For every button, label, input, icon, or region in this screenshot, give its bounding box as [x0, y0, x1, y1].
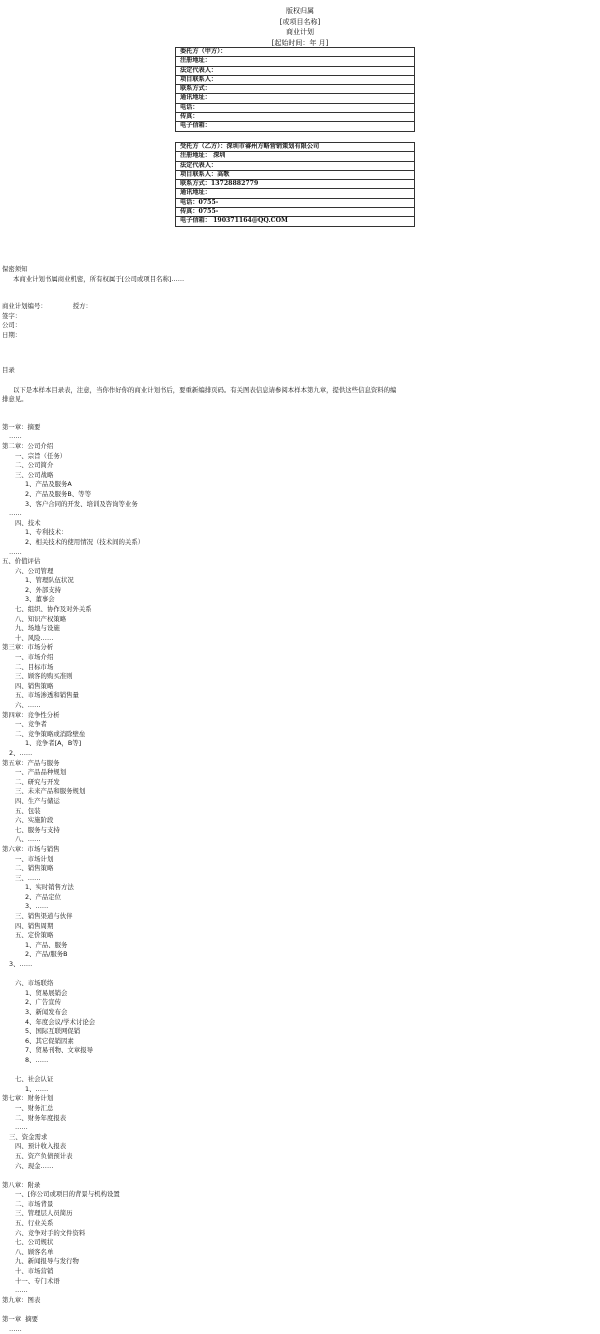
toc-line [2, 1066, 598, 1076]
toc-line: 五、市场渗透和销售量 [15, 691, 79, 700]
toc-line: 二、财务年度报表 [15, 1113, 67, 1122]
table-row [176, 48, 415, 57]
toc-title: 目录 [2, 366, 15, 374]
toc-line: 2、产品定位 [25, 892, 62, 901]
toc-line: 1、实时销售方法 [25, 883, 74, 892]
table-cell: 项目联系人： [176, 75, 415, 84]
toc-intro: 以下是本样本目录表，注意，当你作好你的商业计划书后，要重新编排页码。有关图表信息请参阅本样本第九章，提供这些信息资料的编排意见。 [2, 385, 397, 404]
table-cell: 法定代表人： [176, 66, 415, 75]
toc-line: …… [9, 509, 22, 518]
table-cell: 电话： [176, 103, 415, 112]
toc-line: 2、广告宣传 [25, 998, 62, 1007]
table-row [176, 75, 415, 84]
table-row [176, 189, 415, 198]
toc-line: 5、国际互联网促销 [25, 1027, 81, 1036]
toc-line: 第一章：摘要 [2, 422, 41, 431]
table-row [176, 94, 415, 103]
table-cell: 联系方式： [176, 85, 415, 94]
table-row [176, 103, 415, 112]
toc-line [2, 1171, 598, 1181]
toc-line: 一、市场介绍 [15, 653, 54, 662]
table-row [176, 122, 415, 131]
signature-line [2, 302, 598, 312]
toc-line: 二、公司简介 [15, 461, 54, 470]
toc-line: 四、预计收入报表 [15, 1142, 67, 1151]
toc-list [2, 423, 598, 1334]
table-row [176, 66, 415, 75]
toc-line: 二、目标市场 [15, 662, 54, 671]
toc-line: 3、新闻发布会 [25, 1008, 68, 1016]
toc-line: 1、管理队伍状况 [25, 576, 74, 585]
confidential-text: 本商业计划书属商业机密，所有权属于[公司或项目名称]…… [13, 274, 185, 283]
company-label: 公司： [2, 321, 22, 330]
toc-line: 五、行业关系 [15, 1219, 54, 1228]
toc-line: 2、产品及服务B、等等 [25, 489, 91, 498]
toc-line: 3、客户合同的开发、培训及咨询等业务 [25, 499, 138, 508]
signature-section [2, 302, 598, 340]
toc-line: 一、财务汇总 [15, 1103, 54, 1112]
toc-line: 1、竞争者[A，B等] [25, 739, 82, 748]
toc-line: …… [9, 547, 22, 556]
toc-line: 第二章：公司介绍 [2, 441, 54, 450]
toc-line: 五、资产负债预计表 [15, 1151, 73, 1160]
header-line: 版权归属 [286, 7, 314, 15]
toc-line: 四、销售周期 [15, 921, 54, 930]
table-cell: 项目联系人：高歌 [176, 170, 415, 179]
toc-line: 一、产品品种规划 [15, 768, 67, 777]
toc-line: 8、…… [25, 1055, 49, 1064]
table-row [176, 198, 415, 207]
toc-line: 九、新闻报导与发行物 [15, 1257, 79, 1266]
toc-line: 六、市场联络 [15, 979, 54, 988]
toc-line: 三、公司战略 [15, 470, 54, 479]
party-b-table [175, 142, 415, 227]
toc-line: 四、生产与储运 [15, 796, 60, 805]
toc-line: 1、产品及服务A [25, 480, 72, 489]
toc-line: 三、销售渠道与伙伴 [15, 912, 73, 921]
toc-line: 第五章：产品与服务 [2, 758, 60, 767]
toc-line: 二、竞争策略或消除壁垒 [15, 729, 86, 738]
table-row [176, 180, 415, 189]
header-line: 商业计划 [286, 28, 314, 36]
toc-line: 4、年度会议/学术讨论会 [25, 1017, 96, 1026]
toc-line: 2、产品/服务B [25, 950, 68, 959]
toc-line: 七、服务与支持 [15, 825, 60, 834]
toc-line: 三、管理层人员简历 [15, 1209, 73, 1218]
toc-line: 四、销售策略 [15, 681, 54, 690]
toc-line: 1、…… [25, 1084, 49, 1093]
toc-line: …… [9, 1324, 22, 1333]
toc-line: 2、…… [9, 748, 33, 757]
toc-line: 三、顾客的购买准则 [15, 672, 73, 681]
toc-line: 6、其它促销因素 [25, 1036, 74, 1045]
toc-line: 五、价值评估 [2, 557, 41, 566]
toc-line: 一、市场计划 [15, 854, 54, 863]
party-a-table [175, 47, 415, 132]
toc-line: 三、未来产品和服务规划 [15, 787, 86, 796]
toc-line: 第七章：财务计划 [2, 1094, 54, 1103]
toc-line: 第六章：市场与销售 [2, 844, 60, 853]
toc-line: 第九章：图表 [2, 1295, 41, 1304]
toc-section [2, 366, 598, 1334]
table-cell: 传真： [176, 113, 415, 122]
toc-line: …… [15, 1123, 28, 1132]
table-row [176, 113, 415, 122]
toc-line: 三、资金需求 [9, 1132, 48, 1141]
toc-line: 1、产品、服务 [25, 940, 68, 949]
toc-line: 第八章：附录 [2, 1180, 41, 1189]
toc-line: 1、贸易展销会 [25, 988, 68, 997]
table-cell: 传真：0755- [176, 208, 415, 217]
toc-line: 五、定价策略 [15, 931, 54, 940]
toc-line [2, 970, 598, 980]
table-cell: 法定代表人： [176, 161, 415, 170]
toc-line: 六、…… [15, 701, 41, 709]
toc-line: 十、风险…… [15, 633, 54, 642]
toc-line: 第三章：市场分析 [2, 643, 54, 652]
table-cell: 电子信箱： 190371164@QQ.COM [176, 217, 415, 226]
toc-line: 八、知识产权策略 [15, 614, 67, 623]
table-row [176, 152, 415, 161]
toc-line: 7、贸易刊物、文章报导 [25, 1046, 93, 1055]
table-cell: 通讯地址： [176, 189, 415, 198]
toc-line: 3、…… [9, 960, 33, 969]
table-row [176, 143, 415, 152]
toc-line: 八、顾客名单 [15, 1247, 54, 1256]
table-cell: 联系方式：13728882779 [176, 180, 415, 189]
toc-line: 五、包装 [15, 806, 41, 815]
table-cell: 注册地址： 深圳 [176, 152, 415, 161]
toc-line: 3、董事会 [25, 595, 55, 604]
header-line: [起始时间：年 月] [271, 38, 329, 47]
toc-line: 一、宗旨（任务） [15, 451, 67, 460]
table-row [176, 85, 415, 94]
table-row [176, 208, 415, 217]
recipient-label: 授方： [72, 302, 92, 310]
toc-line: 六、竞争对手的文件资料 [15, 1228, 86, 1237]
toc-line: 二、销售策略 [15, 864, 54, 873]
toc-line [2, 1305, 598, 1315]
plan-number-label: 商业计划编号： [2, 302, 47, 310]
toc-line: 十一、专门术语 [15, 1276, 60, 1285]
toc-line: 九、场地与设施 [15, 624, 60, 633]
toc-line: 三、…… [15, 873, 41, 882]
toc-line: …… [15, 1286, 28, 1295]
toc-line: 八、…… [15, 835, 41, 844]
toc-line: 十、市场营销 [15, 1267, 54, 1276]
table-row [176, 57, 415, 66]
toc-line: 2、相关技术的使用情况（技术间的关系） [25, 537, 145, 546]
toc-line: 七、组织、协作及对外关系 [15, 605, 92, 614]
table-cell: 电子信箱： [176, 122, 415, 131]
table-cell: 通讯地址： [176, 94, 415, 103]
toc-line: 七、公司规状 [15, 1238, 54, 1247]
sign-label: 签字： [2, 311, 22, 320]
toc-line: 2、外部支持 [25, 585, 62, 594]
toc-line: 七、社会认证 [15, 1075, 54, 1084]
toc-line: 一、[你公司或项目的背景与机构设置 [15, 1190, 120, 1199]
table-cell: 注册地址： [176, 57, 415, 66]
date-label: 日期： [2, 330, 22, 339]
toc-line: 六、实施阶段 [15, 816, 54, 825]
table-row [176, 170, 415, 179]
table-row [176, 217, 415, 226]
toc-line: 四、技术 [15, 518, 41, 527]
toc-line: 第一章 摘要 [2, 1315, 39, 1323]
confidential-section [2, 265, 598, 284]
table-cell: 电话：0755- [176, 198, 415, 207]
table-row [176, 161, 415, 170]
toc-line: 二、市场背景 [15, 1199, 54, 1208]
toc-line: 六、现金…… [15, 1161, 54, 1170]
toc-line: 一、竞争者 [15, 720, 47, 729]
table-cell: 委托方（甲方）： [176, 48, 415, 57]
toc-line: 1、专利技术： [25, 528, 68, 537]
toc-line: 六、公司管理 [15, 566, 54, 575]
toc-line: 二、研究与开发 [15, 777, 60, 786]
toc-line: …… [9, 432, 22, 441]
toc-line: 第四章：竞争性分析 [2, 710, 60, 719]
confidential-title: 保密须知 [2, 265, 28, 273]
table-cell: 受托方（乙方）：深圳市睿州方略营销策划有限公司 [176, 143, 415, 152]
toc-line: 3、…… [25, 902, 49, 911]
header-line: [或项目名称] [279, 17, 321, 26]
document-header [0, 6, 600, 48]
